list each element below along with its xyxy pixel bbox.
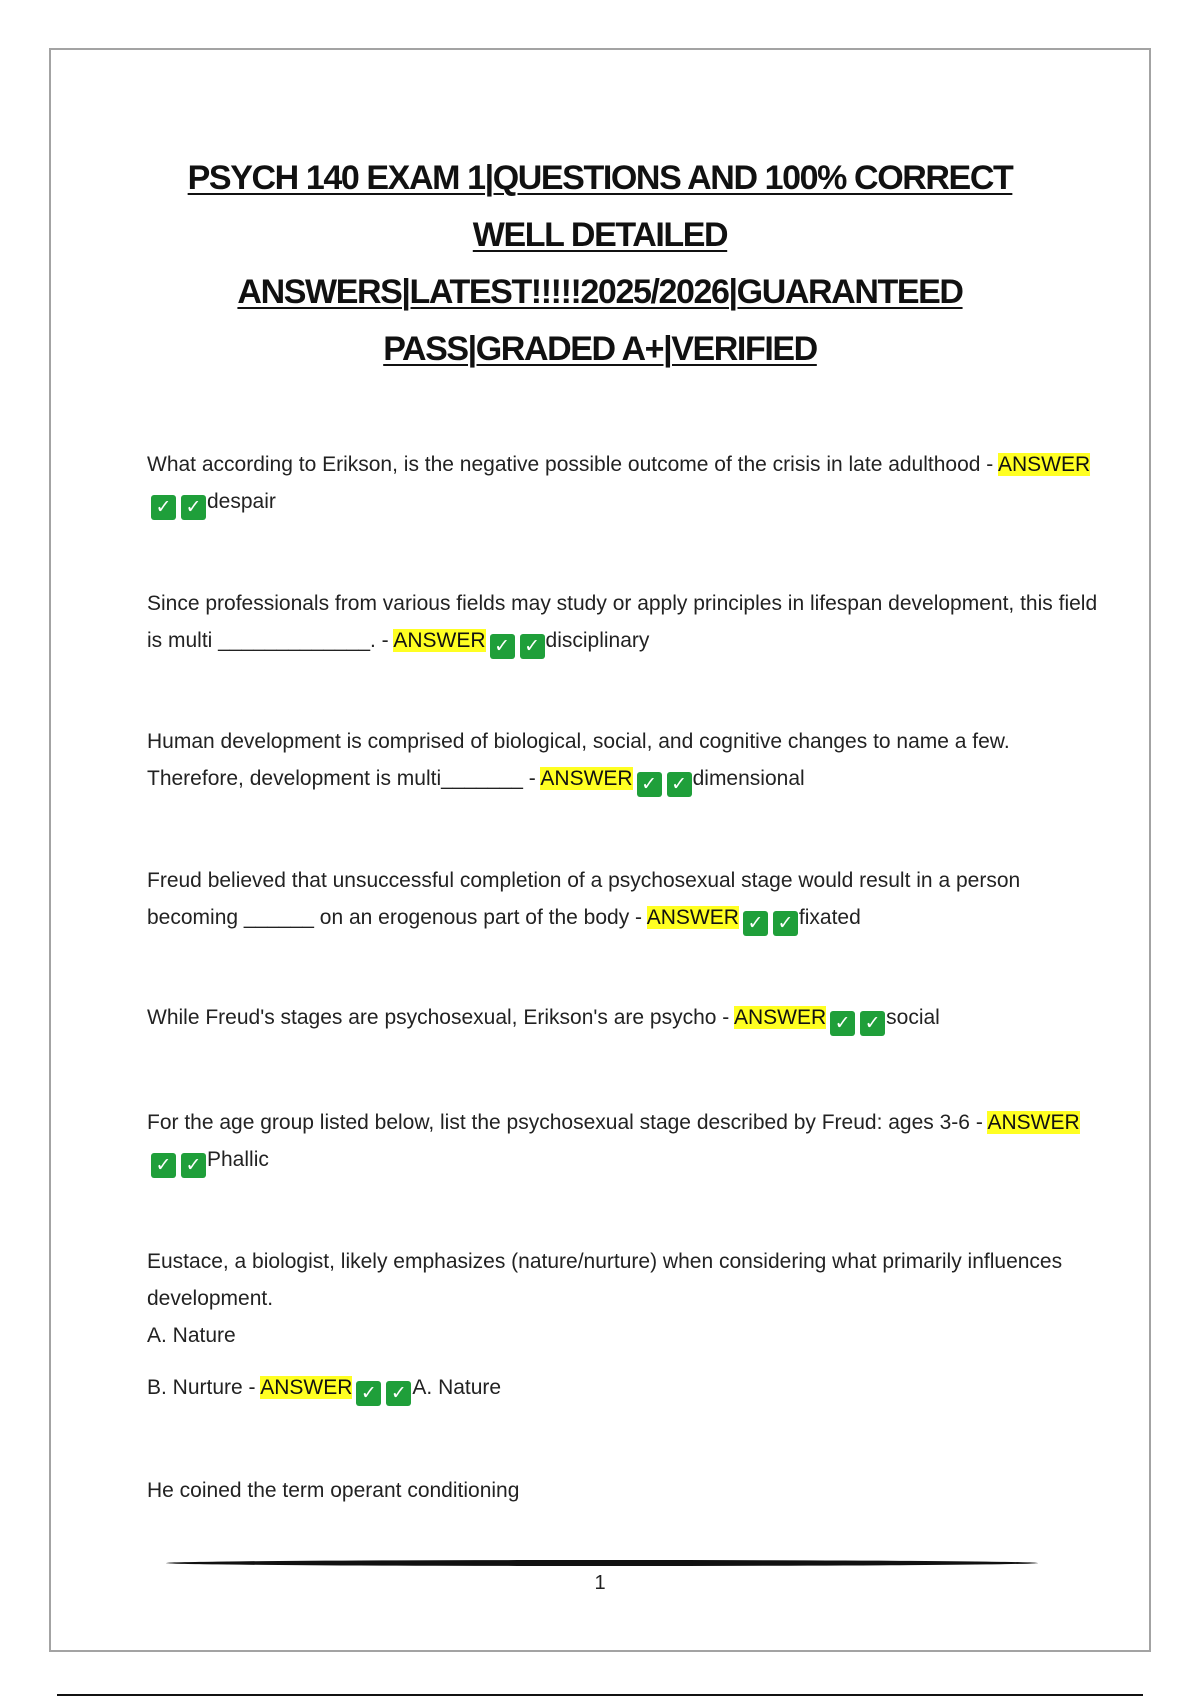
question-text: Human development is comprised of biological, social, and cognitive changes to name a few. Therefore, development is multi_______ - <box>147 730 1010 790</box>
answer-label: ANSWER <box>997 453 1091 476</box>
answer-text: fixated <box>798 906 861 929</box>
answer-label: ANSWER <box>987 1111 1080 1134</box>
answer-text: despair <box>207 490 276 513</box>
document-page <box>49 48 1151 1652</box>
qa-item <box>147 723 1107 797</box>
option-b-with-answer <box>147 1369 1107 1406</box>
answer-label: ANSWER <box>260 1376 353 1399</box>
check-icon: ✓ <box>386 1381 411 1406</box>
title-line-2: WELL DETAILED <box>472 216 728 254</box>
answer-label: ANSWER <box>646 906 739 929</box>
check-icon: ✓ <box>151 495 176 520</box>
check-icon: ✓ <box>356 1381 381 1406</box>
page-number: 1 <box>594 1572 606 1594</box>
question-text: Since professionals from various fields may study or apply principles in lifespan development, this field is multi _____________. - <box>147 592 1098 652</box>
next-page-top-rule <box>57 1694 1143 1696</box>
check-icon: ✓ <box>490 634 515 659</box>
option-b: B. Nurture - <box>147 1376 261 1399</box>
qa-item <box>147 862 1107 936</box>
answer-text: Phallic <box>207 1148 269 1171</box>
question-text: He coined the term operant conditioning <box>147 1479 520 1502</box>
check-icon: ✓ <box>151 1153 176 1178</box>
document-title <box>51 150 1149 378</box>
check-icon: ✓ <box>181 1153 206 1178</box>
footer-divider <box>166 1560 1038 1566</box>
answer-text: social <box>886 1006 940 1029</box>
title-line-3: ANSWERS|LATEST!!!!!2025/2026|GUARANTEED <box>237 273 963 311</box>
check-icon: ✓ <box>830 1011 855 1036</box>
answer-label: ANSWER <box>393 629 486 652</box>
qa-item <box>147 999 1107 1036</box>
check-icon: ✓ <box>860 1011 885 1036</box>
check-icon: ✓ <box>667 772 692 797</box>
question-text: Eustace, a biologist, likely emphasizes (nature/nurture) when considering what primarily influences development. <box>147 1250 1063 1310</box>
qa-item <box>147 1472 1107 1509</box>
qa-item <box>147 1104 1107 1178</box>
check-icon: ✓ <box>520 634 545 659</box>
question-text: Freud believed that unsuccessful completion of a psychosexual stage would result in a person becoming ______ on an erogenous part of the body - <box>147 869 1021 929</box>
answer-text: A. Nature <box>412 1376 502 1399</box>
question-text: What according to Erikson, is the negative possible outcome of the crisis in late adulthood - <box>147 453 998 476</box>
qa-item <box>147 446 1107 520</box>
answer-label: ANSWER <box>733 1006 827 1029</box>
check-icon: ✓ <box>637 772 662 797</box>
title-line-4: PASS|GRADED A+|VERIFIED <box>383 330 817 368</box>
qa-item <box>147 1243 1107 1317</box>
qa-item <box>147 585 1107 659</box>
question-text: While Freud's stages are psychosexual, Erikson's are psycho - <box>147 1006 734 1029</box>
question-text: For the age group listed below, list the psychosexual stage described by Freud: ages 3-6 - <box>147 1111 988 1134</box>
check-icon: ✓ <box>773 911 798 936</box>
answer-label: ANSWER <box>540 767 633 790</box>
check-icon: ✓ <box>743 911 768 936</box>
answer-text: dimensional <box>692 767 805 790</box>
option-a: A. Nature <box>147 1324 236 1347</box>
title-line-1: PSYCH 140 EXAM 1|QUESTIONS AND 100% CORRECT <box>187 159 1013 197</box>
answer-text: disciplinary <box>545 629 650 652</box>
check-icon: ✓ <box>181 495 206 520</box>
